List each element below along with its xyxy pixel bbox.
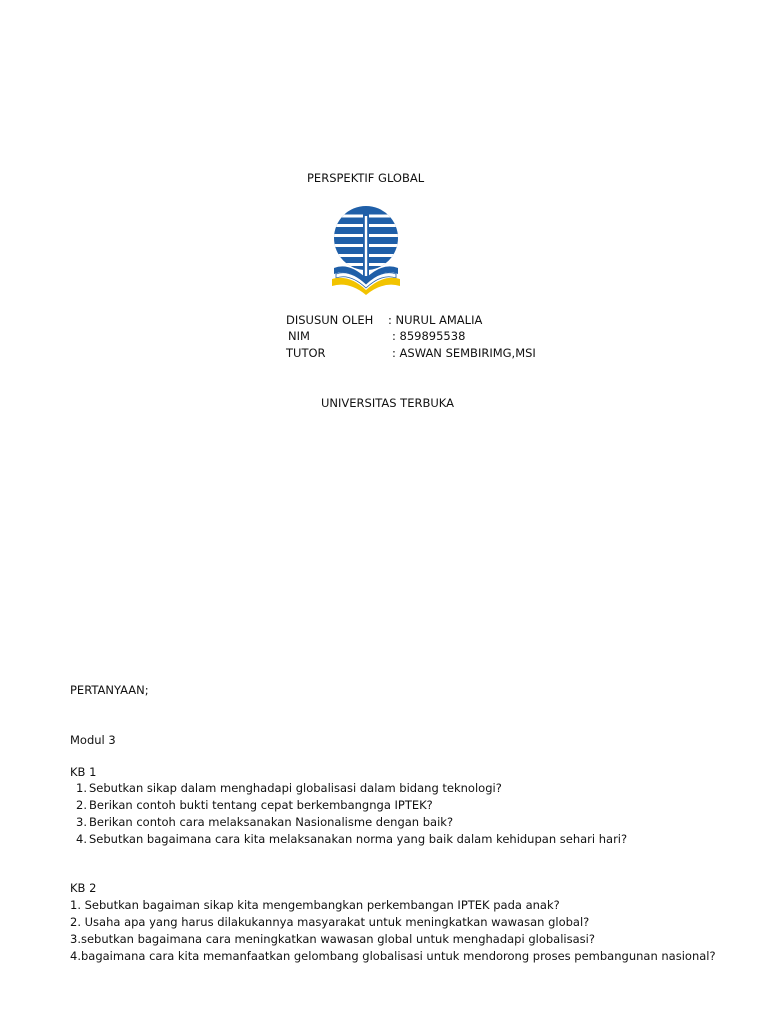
kb2-question-list (70, 897, 716, 965)
list-item-text: Berikan contoh bukti tentang cepat berkembangnga IPTEK? (89, 798, 433, 812)
list-item: 3.sebutkan bagaimana cara meningkatkan wawasan global untuk menghadapi globalisasi? (70, 932, 595, 946)
list-item-text: Sebutkan bagaimana cara kita melaksanakan norma yang baik dalam kehidupan sehari hari? (89, 832, 628, 846)
list-item: 2. Usaha apa yang harus dilakukannya masyarakat untuk meningkatkan wawasan global? (70, 915, 590, 929)
list-item (76, 814, 627, 831)
list-item (76, 797, 627, 814)
list-item-number: 3. (76, 815, 87, 829)
list-item (76, 780, 627, 797)
kb1-title: KB 1 (70, 765, 97, 779)
info-value: : ASWAN SEMBIRIMG,MSI (392, 346, 536, 360)
list-item (76, 831, 627, 848)
list-item: 4.bagaimana cara kita memanfaatkan gelombang globalisasi untuk mendorong proses pembangunan nasional? (70, 949, 716, 963)
institution-name: UNIVERSITAS TERBUKA (321, 396, 454, 410)
kb2-title: KB 2 (70, 881, 97, 895)
kb1-question-list (76, 780, 627, 848)
info-label: DISUSUN OLEH (286, 313, 374, 327)
list-item-number: 2. (76, 798, 87, 812)
list-item: 1. Sebutkan bagaiman sikap kita mengembangkan perkembangan IPTEK pada anak? (70, 898, 560, 912)
list-item-number: 4. (76, 832, 87, 846)
list-item-number: 1. (76, 781, 87, 795)
info-value: : 859895538 (392, 329, 466, 343)
list-item-text: Berikan contoh cara melaksanakan Nasionalisme dengan baik? (89, 815, 454, 829)
info-label: TUTOR (286, 346, 326, 360)
questions-heading: PERTANYAAN; (70, 683, 149, 697)
module-label: Modul 3 (70, 733, 116, 747)
universitas-terbuka-logo-icon (331, 204, 407, 296)
document-title: PERSPEKTIF GLOBAL (307, 171, 425, 185)
list-item-text: Sebutkan sikap dalam menghadapi globalisasi dalam bidang teknologi? (89, 781, 502, 795)
info-value: : NURUL AMALIA (388, 313, 483, 327)
info-label: NIM (288, 329, 310, 343)
